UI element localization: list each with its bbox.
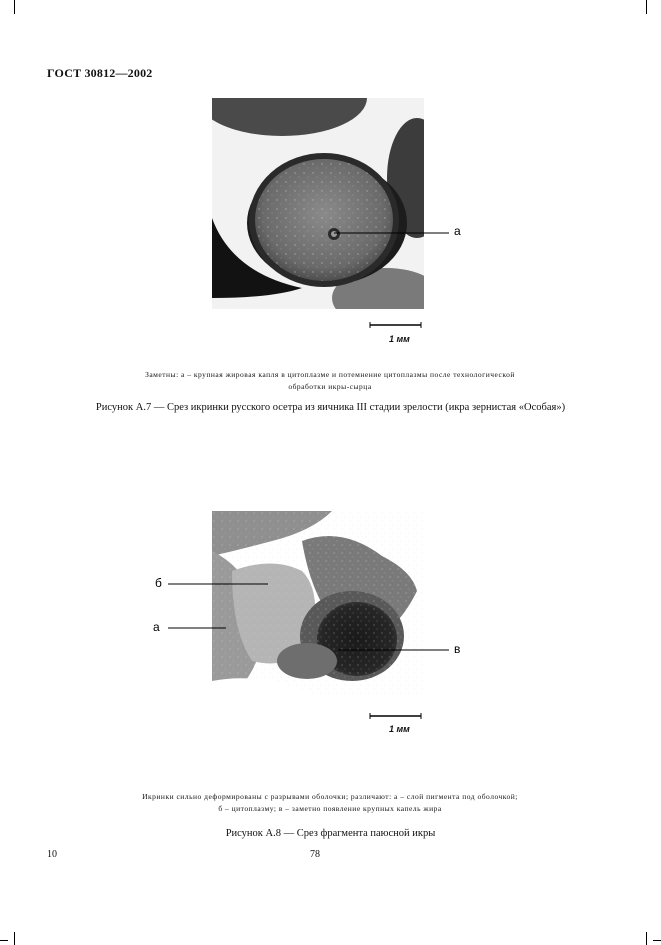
crop-mark	[646, 932, 647, 945]
figure-a8-photo	[212, 511, 424, 697]
figure-a7-caption: Рисунок А.7 — Срез икринки русского осетра из яичника III стадии зрелости (икра зернистая «Особая»)	[95, 402, 566, 413]
figure-a8-caption: Рисунок А.8 — Срез фрагмента паюсной икры	[225, 828, 436, 839]
figure-a7-note-line1: Заметны: а – крупная жировая капля в цитоплазме и потемнение цитоплазмы после технологической	[145, 370, 515, 379]
crop-mark	[14, 932, 15, 945]
figure-a7-note-line2: обработки икры-сырца	[288, 382, 372, 391]
figure-a7-note	[60, 369, 600, 393]
crop-mark	[646, 0, 647, 14]
figure-a7-scale-label: 1 мм	[389, 334, 410, 344]
figure-a8-note	[60, 791, 600, 815]
micrograph-a8	[212, 511, 424, 697]
figure-a8-scale-label: 1 мм	[389, 724, 410, 734]
figure-a8-note-line1: Икринки сильно деформированы с разрывами оболочки; различают: а – слой пигмента под оболочкой;	[142, 792, 518, 801]
micrograph-a7	[212, 98, 424, 309]
figure-a8-label-b: б	[155, 576, 162, 590]
figure-a7-label-a: а	[454, 224, 461, 238]
figure-a8-note-line2: б – цитоплазму; в – заметно появление крупных капель жира	[218, 804, 442, 813]
figure-a8-label-a: а	[153, 620, 160, 634]
page-number-left: 10	[47, 849, 57, 860]
figure-a8-label-v: в	[454, 642, 461, 656]
page-number-center: 78	[310, 849, 320, 860]
crop-mark	[653, 940, 661, 941]
crop-mark	[0, 940, 8, 941]
standard-header: ГОСТ 30812—2002	[47, 66, 153, 80]
crop-mark	[14, 0, 15, 14]
figure-a7-photo	[212, 98, 424, 309]
